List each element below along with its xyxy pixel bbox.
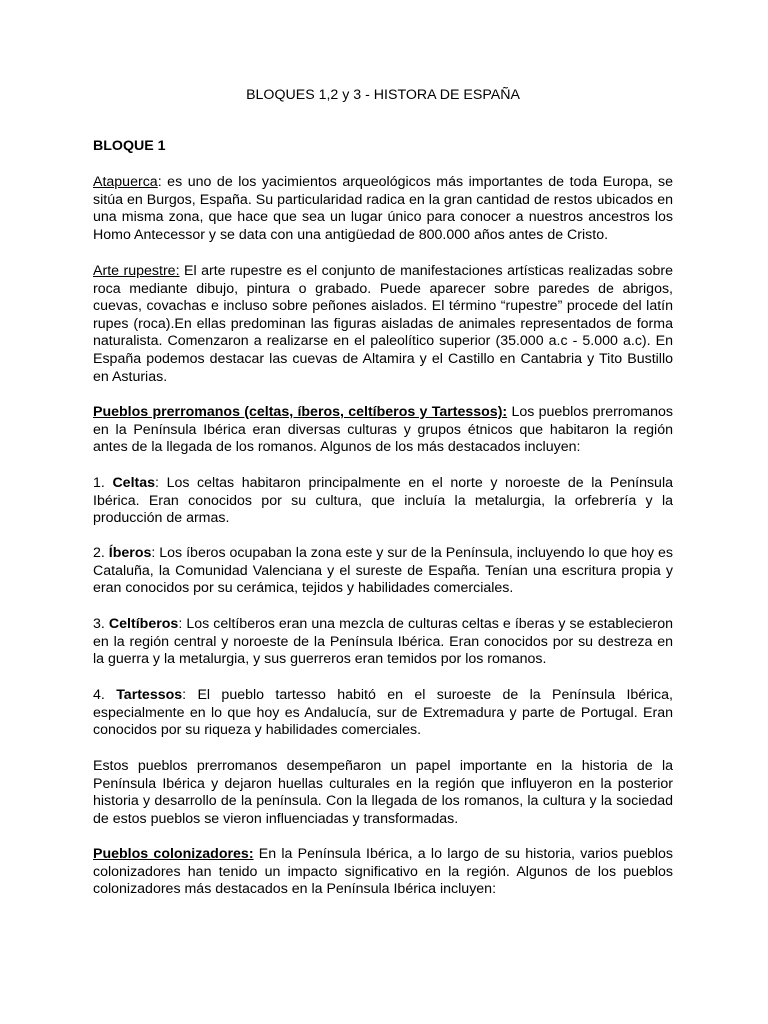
paragraph-atapuerca-text: : es uno de los yacimientos arqueológicos más importantes de toda Europa, se sitúa en Burgos, España. Su particularidad radica en la gran cantidad de restos ubicados en una misma zona, que hace que sea un lugar único para conocer a nuestros ancestros los Homo Antecessor y se data con una antigüedad de 800.000 años antes de Cristo. <box>93 174 673 243</box>
list-item-celtiberos <box>93 616 673 669</box>
paragraph-pueblos-colonizadores <box>93 846 673 899</box>
list-item-tartessos <box>93 687 673 740</box>
list-number: 4. <box>93 687 117 703</box>
paragraph-arte-rupestre-text: El arte rupestre es el conjunto de manifestaciones artísticas realizadas sobre roca mediante dibujo, pintura o grabado. Puede aparecer sobre paredes de abrigos, cuevas, covachas e incluso sobre peñones aislados. El término “rupestre” procede del latín rupes (roca).En ellas predominan las figuras aisladas de animales representados de forma naturalista. Comenzaron a realizarse en el paleolítico superior (35.000 a.c - 5.000 a.c). En España podemos destacar las cuevas de Altamira y el Castillo en Cantabria y Tito Bustillo en Asturias. <box>93 263 674 385</box>
list-item-celtas <box>93 475 673 528</box>
paragraph-arte-rupestre <box>93 263 673 386</box>
list-item-celtiberos-text: : Los celtíberos eran una mezcla de culturas celtas e íberas y se establecieron en la región central y noroeste de la Península Ibérica. Eran conocidos por su destreza en la guerra y la metalurgia, y sus guerreros eran temidos por los romanos. <box>93 616 673 668</box>
block-heading: BLOQUE 1 <box>93 138 166 154</box>
term-celtiberos: Celtíberos <box>108 616 179 632</box>
list-item-iberos <box>93 545 673 598</box>
term-tartessos: Tartessos <box>116 687 183 703</box>
paragraph-pueblos-prerromanos <box>93 404 673 457</box>
document-title: BLOQUES 1,2 y 3 - HISTORA DE ESPAÑA <box>246 87 520 103</box>
paragraph-estos-pueblos-text: Estos pueblos prerromanos desempeñaron un papel importante en la historia de la Península Ibérica y dejaron huellas culturales en la región que influyeron en la posterior historia y desarrollo de la península. Con la llegada de los romanos, la cultura y la sociedad de estos pueblos se vieron influenciadas y transformadas. <box>93 758 673 827</box>
term-pueblos-prerromanos: Pueblos prerromanos (celtas, íberos, celtíberos y Tartessos): <box>93 404 508 420</box>
list-number: 2. <box>93 545 109 561</box>
paragraph-pueblos-prerromanos-text: Los pueblos prerromanos en la Península Ibérica eran diversas culturas y grupos étnicos que habitaron la región antes de la llegada de los romanos. Algunos de los más destacados incluyen: <box>93 404 674 456</box>
term-arte-rupestre: Arte rupestre: <box>93 263 180 279</box>
term-pueblos-colonizadores: Pueblos colonizadores: <box>93 846 254 862</box>
term-atapuerca: Atapuerca <box>93 174 158 190</box>
list-item-iberos-text: : Los íberos ocupaban la zona este y sur de la Península, incluyendo lo que hoy es Cataluña, la Comunidad Valenciana y el sureste de España. Tenían una escritura propia y eran conocidos por su cerámica, tejidos y habilidades comerciales. <box>93 545 673 597</box>
term-celtas: Celtas <box>112 475 156 491</box>
list-item-tartessos-text: : El pueblo tartesso habitó en el suroeste de la Península Ibérica, especialmente en lo que hoy es Andalucía, sur de Extremadura y parte de Portugal. Eran conocidos por su riqueza y habilidades comerciales. <box>93 687 673 739</box>
list-item-celtas-text: : Los celtas habitaron principalmente en el norte y noroeste de la Península Ibérica. Eran conocidos por su cultura, que incluía la metalurgia, la orfebrería y la producción de armas. <box>93 475 673 527</box>
list-number: 1. <box>93 475 113 491</box>
paragraph-atapuerca <box>93 174 673 244</box>
term-iberos: Íberos <box>108 545 152 561</box>
paragraph-estos-pueblos <box>93 758 673 828</box>
paragraph-pueblos-colonizadores-text: En la Península Ibérica, a lo largo de su historia, varios pueblos colonizadores han tenido un impacto significativo en la región. Algunos de los pueblos colonizadores más destacados en la Península Ibérica incluyen: <box>93 846 673 898</box>
list-number: 3. <box>93 616 109 632</box>
